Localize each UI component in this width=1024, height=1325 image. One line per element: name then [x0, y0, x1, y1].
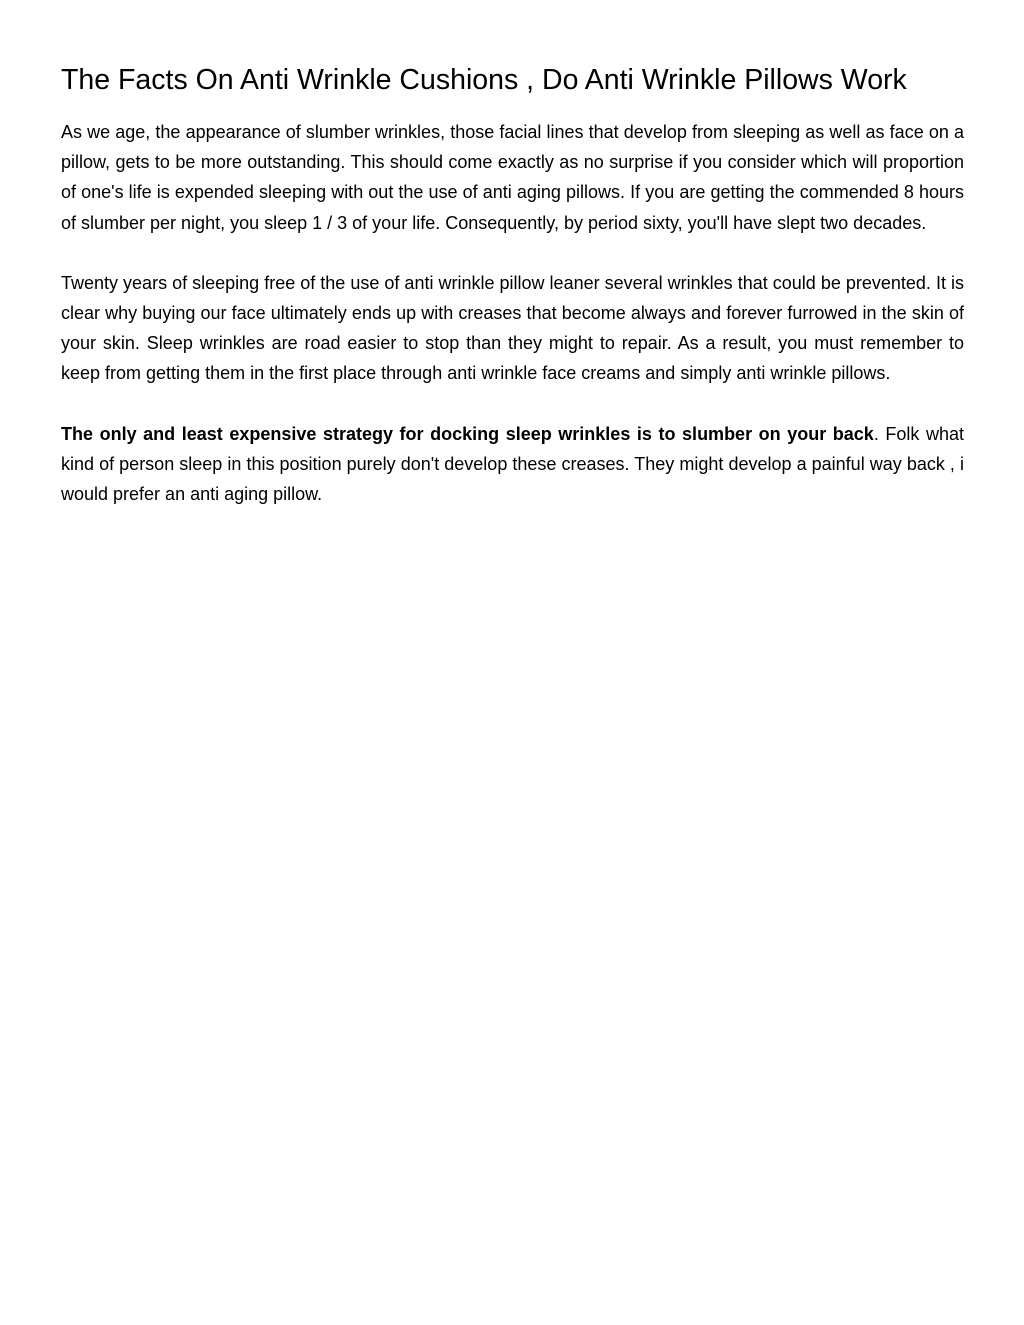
- paragraph-3-bold-lead: The only and least expensive strategy for docking sleep wrinkles is to slumber on your back: [61, 423, 874, 444]
- paragraph-3-text: . Folk what kind of person sleep in this position purely don't develop these creases. They might develop a painful way back , i would prefer an anti aging pillow.: [61, 423, 965, 505]
- paragraph-3: [61, 419, 964, 510]
- paragraph-2: Twenty years of sleeping free of the use of anti wrinkle pillow leaner several wrinkles that could be prevented. It is clear why buying our face ultimately ends up with creases that become always and forever furrowed in the skin of your skin. Sleep wrinkles are road easier to stop than they might to repair. As a result, you must remember to keep from getting them in the first place through anti wrinkle face creams and simply anti wrinkle pillows.: [61, 272, 964, 384]
- document-title: The Facts On Anti Wrinkle Cushions , Do Anti Wrinkle Pillows Work: [61, 64, 907, 96]
- paragraph-1: As we age, the appearance of slumber wrinkles, those facial lines that develop from sleeping as well as face on a pillow, gets to be more outstanding. This should come exactly as no surprise if you consider which will proportion of one's life is expended sleeping with out the use of anti aging pillows. If you are getting the commended 8 hours of slumber per night, you sleep 1 / 3 of your life. Consequently, by period sixty, you'll have slept two decades.: [61, 122, 964, 233]
- document-page: [61, 0, 964, 509]
